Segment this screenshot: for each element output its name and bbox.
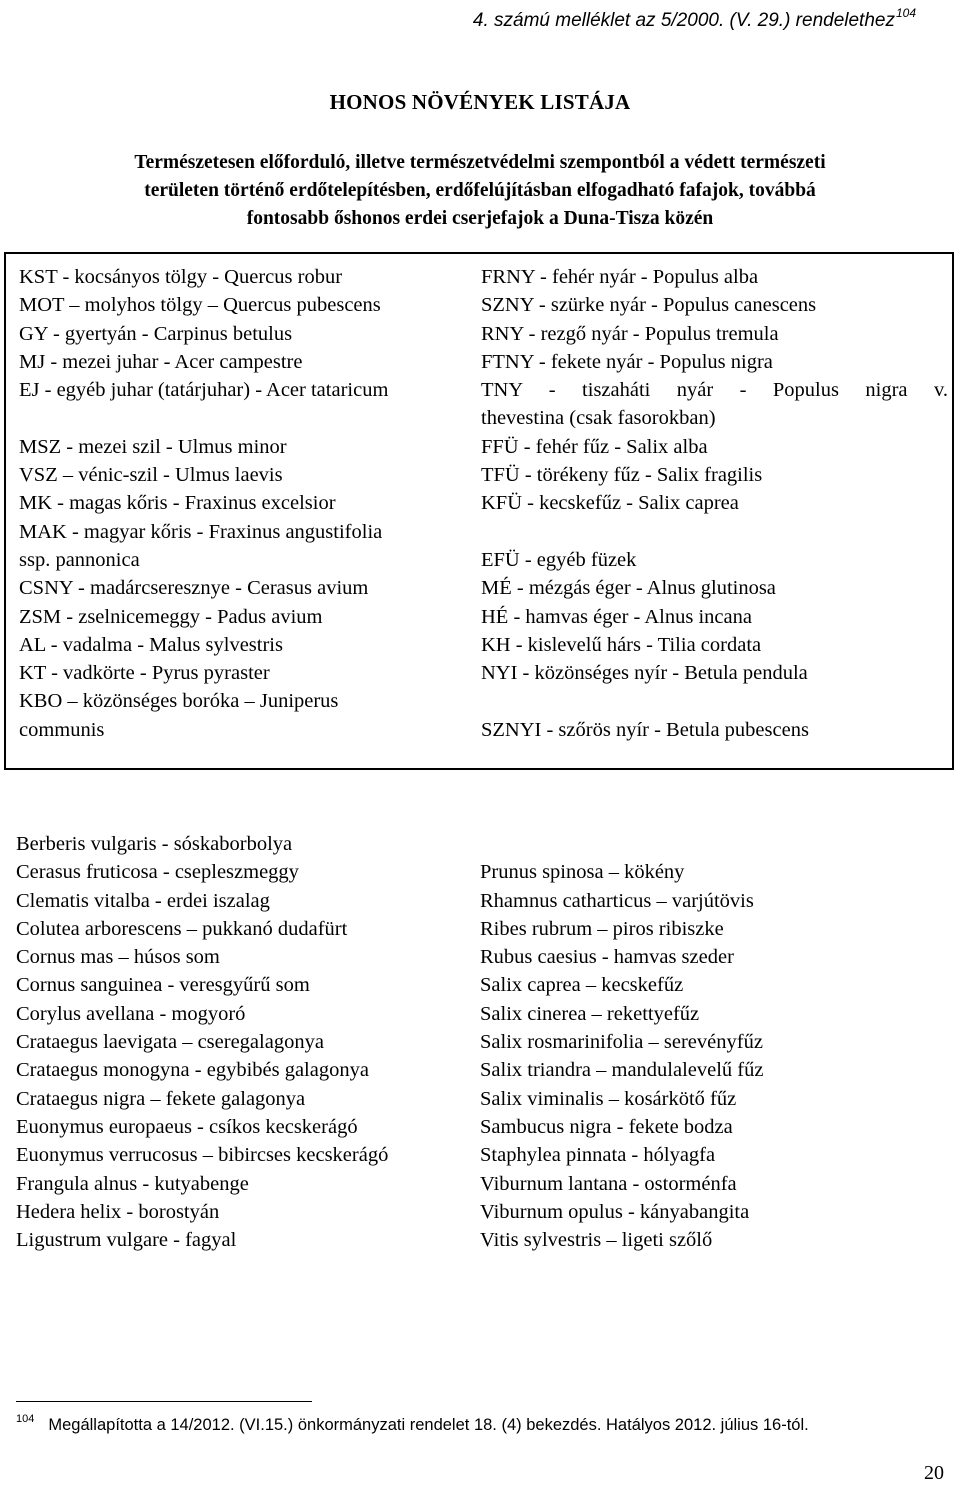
list-item: Salix cinerea – rekettyefűz — [480, 1002, 700, 1025]
list-item: Vitis sylvestris – ligeti szőlő — [480, 1229, 713, 1252]
footnote-divider — [16, 1401, 312, 1402]
list-item: FRNY - fehér nyár - Populus alba — [481, 266, 759, 288]
list-item: EFÜ - egyéb füzek — [481, 548, 637, 571]
subtitle-line: fontosabb őshonos erdei cserjefajok a Duna-Tisza közén — [246, 208, 714, 229]
list-item: Staphylea pinnata - hólyagfa — [480, 1144, 716, 1167]
list-item: AL - vadalma - Malus sylvestris — [19, 633, 283, 656]
list-item: FTNY - fekete nyár - Populus nigra — [481, 350, 773, 373]
list-item: MAK - magyar kőris - Fraxinus angustifolia — [19, 520, 383, 543]
footnote-text: Megállapította a 14/2012. (VI.15.) önkormányzati rendelet 18. (4) bekezdés. Hatályos 2012. július 16-tól. — [48, 1416, 809, 1434]
page-number: 20 — [924, 1462, 944, 1484]
shrub-list-left — [16, 830, 476, 1254]
list-item: ZSM - zselnicemeggy - Padus avium — [19, 605, 323, 628]
list-item: Berberis vulgaris - sóskaborbolya — [16, 833, 293, 855]
list-item: FFÜ - fehér fűz - Salix alba — [481, 435, 708, 458]
header-text: 4. számú melléklet az 5/2000. (V. 29.) rendelethez — [472, 10, 895, 31]
list-item: KH - kislevelű hárs - Tilia cordata — [481, 633, 762, 656]
list-item: ssp. pannonica — [19, 548, 140, 571]
list-item: CSNY - madárcseresznye - Cerasus avium — [19, 577, 369, 600]
subtitle-line: Természetesen előforduló, illetve természetvédelmi szempontból a védett természeti — [134, 152, 826, 173]
list-item: MÉ - mézgás éger - Alnus glutinosa — [481, 577, 776, 600]
list-item: TNY - tiszaháti nyár - Populus nigra v. — [481, 379, 948, 402]
list-item: Crataegus nigra – fekete galagonya — [16, 1087, 306, 1110]
page-header — [473, 6, 916, 32]
subtitle-line: területen történő erdőtelepítésben, erdőfelújításban elfogadható fafajok, továbbá — [144, 180, 816, 201]
list-item: NYI - közönséges nyír - Betula pendula — [481, 662, 808, 685]
list-item: Viburnum opulus - kányabangita — [480, 1200, 750, 1223]
list-item: Clematis vitalba - erdei iszalag — [16, 889, 270, 912]
list-item: MK - magas kőris - Fraxinus excelsior — [19, 492, 336, 515]
list-item: SZNYI - szőrös nyír - Betula pubescens — [481, 718, 809, 741]
shrub-list-right — [480, 858, 940, 1254]
list-item: Ligustrum vulgare - fagyal — [16, 1229, 237, 1252]
list-item: Rhamnus catharticus – varjútövis — [480, 889, 754, 912]
list-item: thevestina (csak fasorokban) — [481, 407, 716, 430]
list-item: Euonymus europaeus - csíkos kecskerágó — [16, 1115, 358, 1138]
list-item: Prunus spinosa – kökény — [480, 861, 685, 884]
list-item: Hedera helix - borostyán — [16, 1200, 220, 1223]
list-item: Salix viminalis – kosárkötő fűz — [480, 1087, 737, 1110]
header-footnote-ref: 104 — [895, 6, 916, 20]
list-item: Crataegus monogyna - egybibés galagonya — [16, 1059, 369, 1082]
list-item: Cornus mas – húsos som — [16, 946, 220, 969]
document-title: HONOS NÖVÉNYEK LISTÁJA — [329, 90, 631, 114]
list-item: Salix triandra – mandulalevelű fűz — [480, 1059, 764, 1082]
list-item: KFÜ - kecskefűz - Salix caprea — [481, 492, 739, 515]
list-item: GY - gyertyán - Carpinus betulus — [19, 322, 293, 345]
list-item: Rubus caesius - hamvas szeder — [480, 946, 734, 969]
list-item: Crataegus laevigata – cseregalagonya — [16, 1031, 324, 1054]
list-item: KT - vadkörte - Pyrus pyraster — [19, 662, 270, 685]
list-item: RNY - rezgő nyár - Populus tremula — [481, 322, 779, 345]
list-item: MJ - mezei juhar - Acer campestre — [19, 350, 303, 373]
list-item: Euonymus verrucosus – bibircses kecskerágó — [16, 1144, 389, 1167]
list-item: Salix caprea – kecskefűz — [480, 974, 684, 997]
tree-list-right — [481, 263, 948, 744]
list-item: Cornus sanguinea - veresgyűrű som — [16, 974, 310, 997]
list-item: MOT – molyhos tölgy – Quercus pubescens — [19, 294, 381, 317]
list-item: Colutea arborescens – pukkanó dudafürt — [16, 917, 348, 940]
document-subtitle — [40, 149, 920, 233]
list-item: SZNY - szürke nyár - Populus canescens — [481, 294, 817, 317]
footnote — [16, 1413, 936, 1435]
footnote-number: 104 — [16, 1413, 35, 1425]
list-item: Ribes rubrum – piros ribiszke — [480, 917, 724, 940]
tree-species-box — [4, 252, 954, 770]
list-item: Frangula alnus - kutyabenge — [16, 1172, 249, 1195]
list-item: VSZ – vénic-szil - Ulmus laevis — [19, 464, 283, 487]
list-item: MSZ - mezei szil - Ulmus minor — [19, 435, 287, 458]
list-item: Corylus avellana - mogyoró — [16, 1002, 246, 1025]
list-item: Sambucus nigra - fekete bodza — [480, 1115, 733, 1138]
list-item: communis — [19, 718, 105, 741]
list-item: KBO – közönséges boróka – Juniperus — [19, 690, 339, 713]
list-item: Salix rosmarinifolia – serevényfűz — [480, 1031, 763, 1054]
list-item: KST - kocsányos tölgy - Quercus robur — [19, 266, 343, 288]
tree-list-left — [19, 263, 457, 744]
list-item: EJ - egyéb juhar (tatárjuhar) - Acer tataricum — [19, 379, 389, 402]
list-item: Cerasus fruticosa - csepleszmeggy — [16, 861, 299, 884]
list-item: HÉ - hamvas éger - Alnus incana — [481, 605, 752, 628]
list-item: Viburnum lantana - ostorménfa — [480, 1172, 737, 1195]
list-item: TFÜ - törékeny fűz - Salix fragilis — [481, 464, 763, 487]
